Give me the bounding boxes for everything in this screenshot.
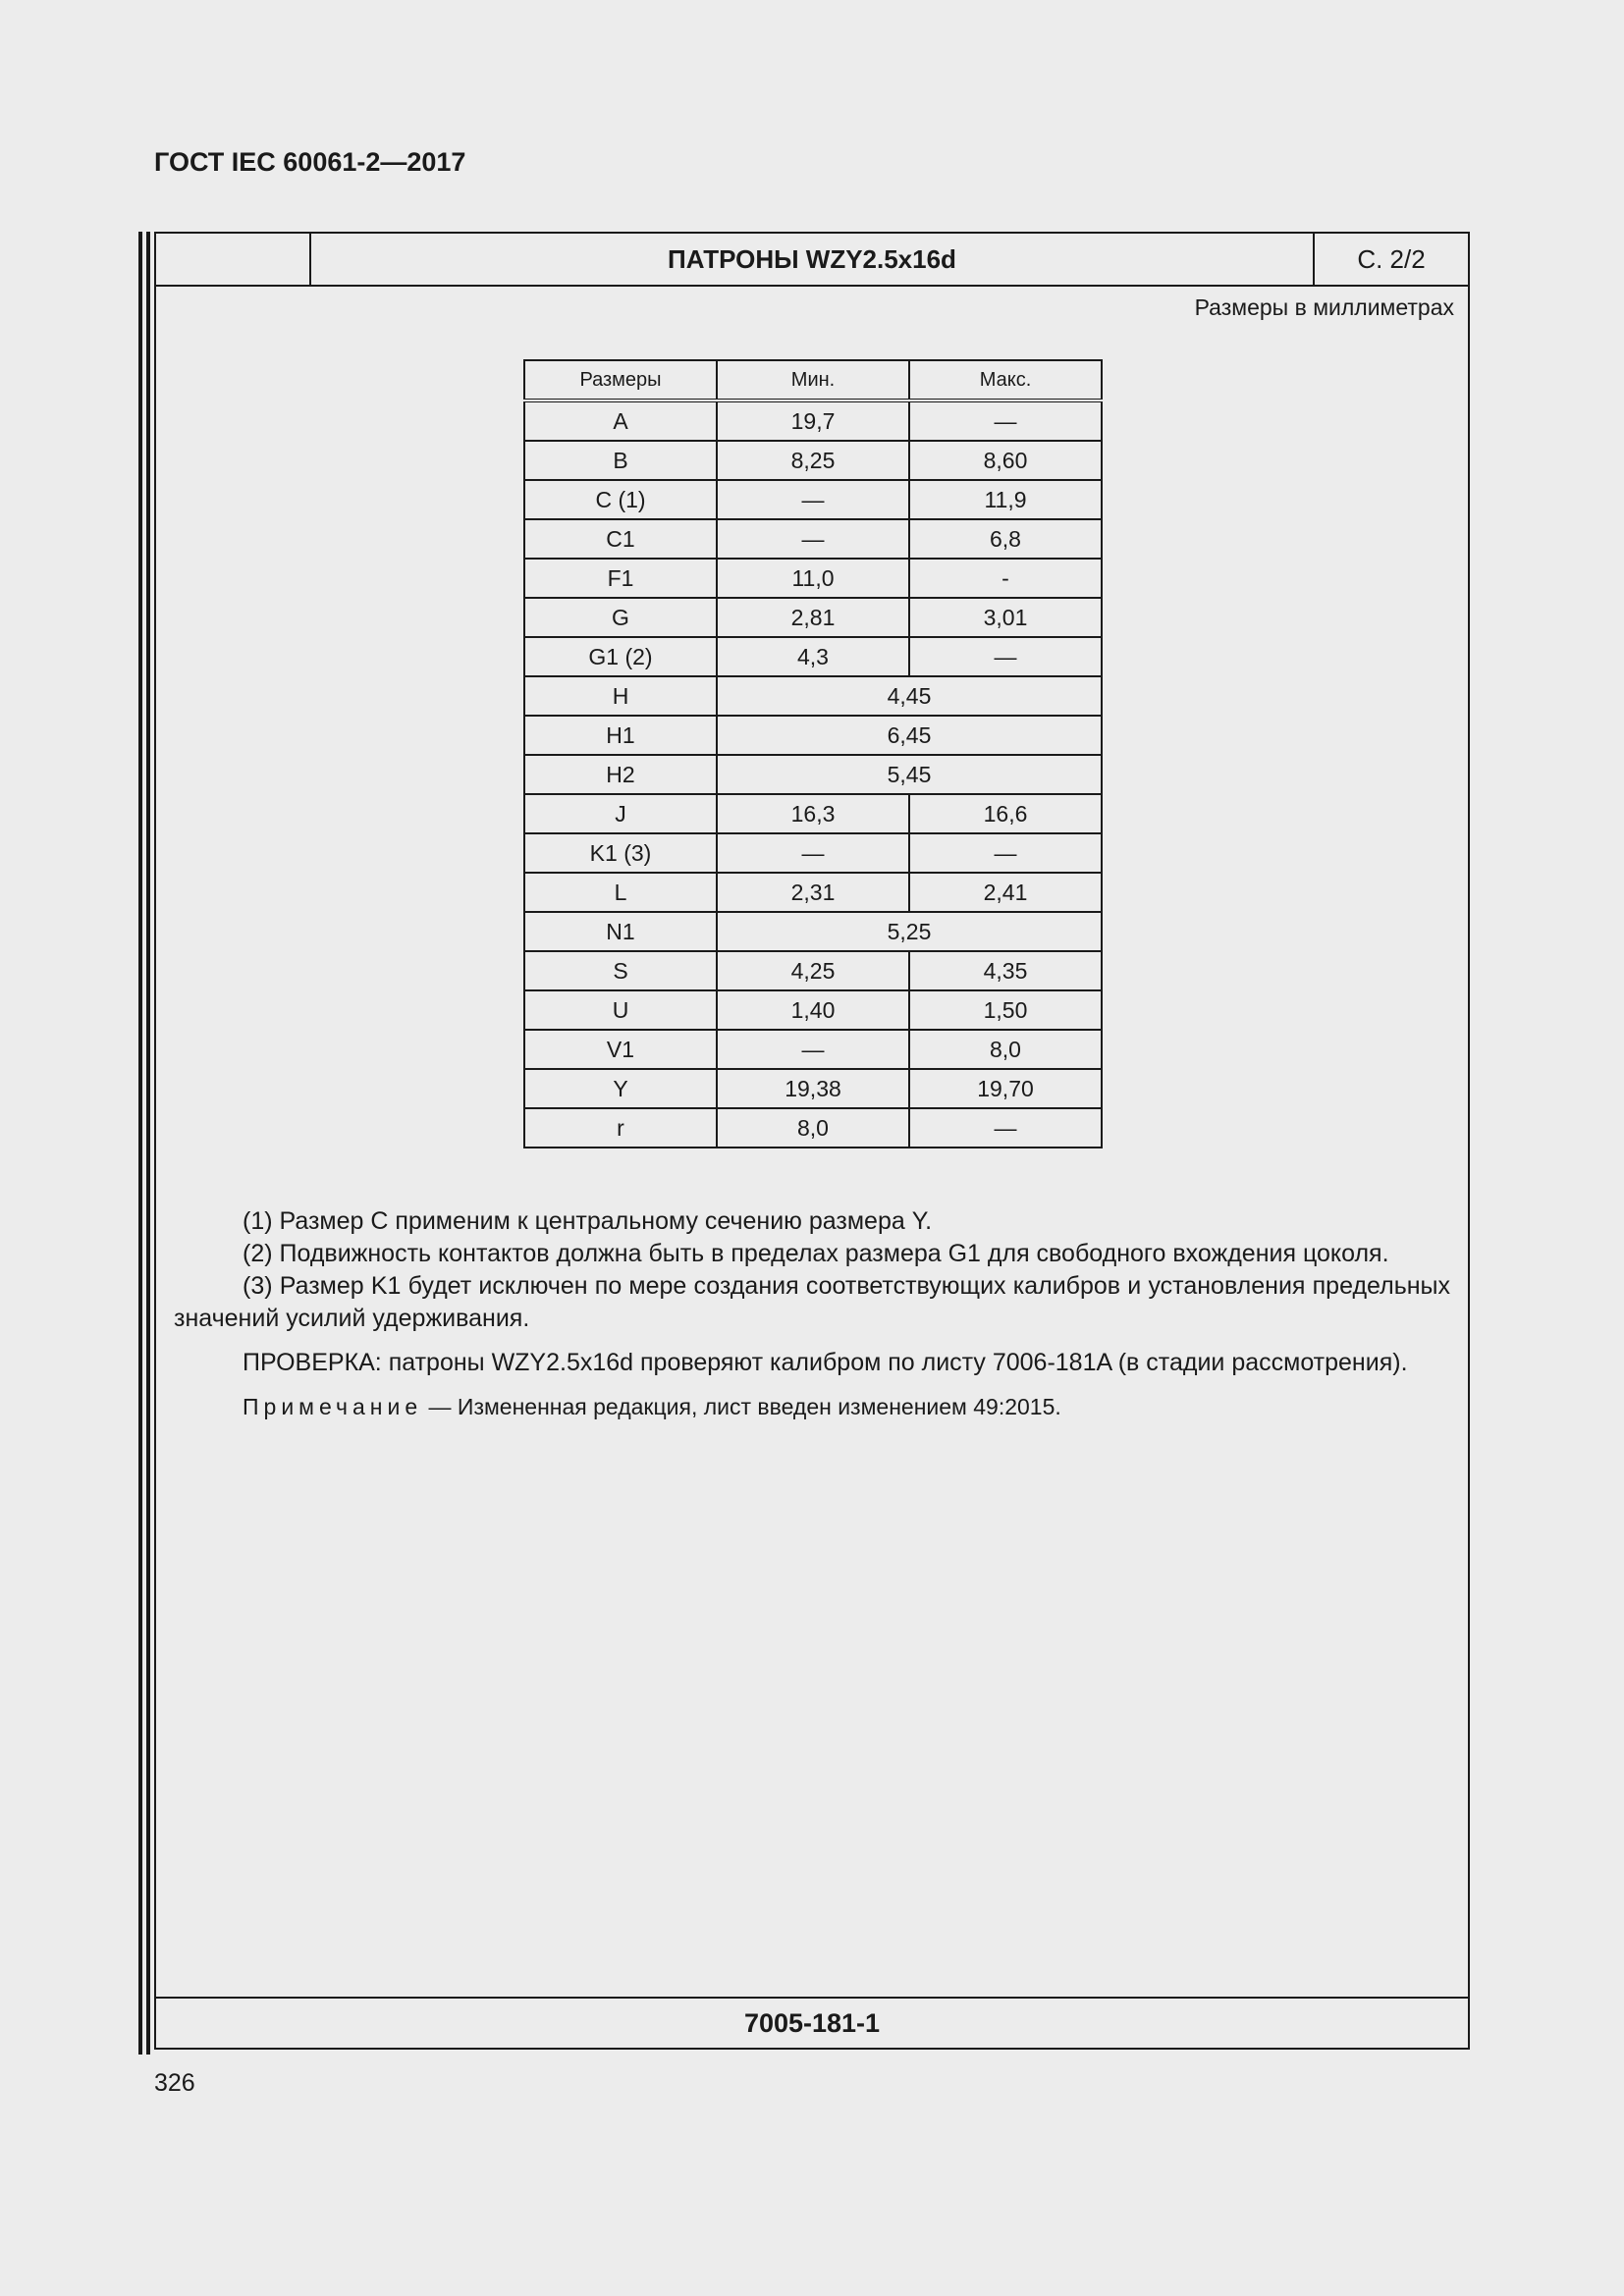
sheet-frame — [154, 232, 1470, 2050]
max-cell: 8,0 — [909, 1030, 1102, 1069]
dimension-cell: C (1) — [524, 480, 717, 519]
units-note: Размеры в миллиметрах — [1194, 294, 1454, 320]
dimension-cell: F1 — [524, 559, 717, 598]
table-row — [524, 519, 1102, 559]
dimension-cell: L — [524, 873, 717, 912]
table-row — [524, 480, 1102, 519]
max-cell: 16,6 — [909, 794, 1102, 833]
dimension-cell: C1 — [524, 519, 717, 559]
max-cell: 3,01 — [909, 598, 1102, 637]
table-row — [524, 951, 1102, 990]
dimension-cell: A — [524, 400, 717, 441]
dimension-cell: H2 — [524, 755, 717, 794]
dimension-cell: Y — [524, 1069, 717, 1108]
max-cell: 2,41 — [909, 873, 1102, 912]
min-cell: — — [717, 519, 909, 559]
dimension-cell: r — [524, 1108, 717, 1148]
dimension-cell: J — [524, 794, 717, 833]
remark-label: Примечание — [243, 1394, 423, 1419]
max-cell: 6,8 — [909, 519, 1102, 559]
dimension-cell: V1 — [524, 1030, 717, 1069]
column-header: Макс. — [909, 360, 1102, 400]
sheet-header — [156, 234, 1468, 287]
dimension-cell: H1 — [524, 716, 717, 755]
min-cell: 16,3 — [717, 794, 909, 833]
footnote-1: (1) Размер С применим к центральному сечению размера Y. — [243, 1207, 933, 1235]
merged-value-cell: 6,45 — [717, 716, 1102, 755]
table-row — [524, 400, 1102, 441]
table-row — [524, 559, 1102, 598]
sheet-title: ПАТРОНЫ WZY2.5x16d — [311, 234, 1315, 285]
min-cell: 11,0 — [717, 559, 909, 598]
table-row — [524, 1069, 1102, 1108]
min-cell: 19,7 — [717, 400, 909, 441]
sheet-number: 7005-181-1 — [156, 1997, 1468, 2048]
min-cell: 19,38 — [717, 1069, 909, 1108]
dimension-cell: U — [524, 990, 717, 1030]
min-cell: 4,25 — [717, 951, 909, 990]
table-row — [524, 598, 1102, 637]
document-code: ГОСТ IEC 60061-2—2017 — [154, 147, 466, 177]
max-cell: — — [909, 833, 1102, 873]
dimension-cell: B — [524, 441, 717, 480]
min-cell: 8,25 — [717, 441, 909, 480]
min-cell: 1,40 — [717, 990, 909, 1030]
table-row — [524, 716, 1102, 755]
binding-line — [138, 232, 142, 2055]
max-cell: 4,35 — [909, 951, 1102, 990]
column-header: Размеры — [524, 360, 717, 400]
remark-text: — Измененная редакция, лист введен изменением 49:2015. — [422, 1394, 1061, 1419]
table-row — [524, 755, 1102, 794]
table-row — [524, 637, 1102, 676]
table-row — [524, 990, 1102, 1030]
max-cell: — — [909, 637, 1102, 676]
table-row — [524, 1030, 1102, 1069]
min-cell: — — [717, 833, 909, 873]
merged-value-cell: 5,45 — [717, 755, 1102, 794]
min-cell: — — [717, 480, 909, 519]
check-paragraph: ПРОВЕРКА: патроны WZY2.5x16d проверяют калибром по листу 7006-181A (в стадии рассмотрения). — [243, 1349, 1408, 1376]
table-row — [524, 833, 1102, 873]
dimension-cell: S — [524, 951, 717, 990]
merged-value-cell: 5,25 — [717, 912, 1102, 951]
remark-paragraph — [174, 1391, 1450, 1423]
min-cell: 8,0 — [717, 1108, 909, 1148]
page-number: 326 — [154, 2069, 195, 2097]
binding-line — [146, 232, 150, 2055]
min-cell: 4,3 — [717, 637, 909, 676]
max-cell: 19,70 — [909, 1069, 1102, 1108]
header-empty-cell — [156, 234, 311, 285]
dimension-cell: G1 (2) — [524, 637, 717, 676]
min-cell: 2,31 — [717, 873, 909, 912]
table-row — [524, 794, 1102, 833]
column-header: Мин. — [717, 360, 909, 400]
table-row — [524, 1108, 1102, 1148]
min-cell: 2,81 — [717, 598, 909, 637]
max-cell: — — [909, 400, 1102, 441]
max-cell: 1,50 — [909, 990, 1102, 1030]
table-row — [524, 873, 1102, 912]
footnote-2: (2) Подвижность контактов должна быть в пределах размера G1 для свободного вхождения цоколя. — [243, 1240, 1389, 1267]
table-row — [524, 676, 1102, 716]
table-row — [524, 912, 1102, 951]
max-cell: - — [909, 559, 1102, 598]
min-cell: — — [717, 1030, 909, 1069]
table-row — [524, 441, 1102, 480]
dimension-cell: G — [524, 598, 717, 637]
max-cell: 11,9 — [909, 480, 1102, 519]
notes-block — [174, 1205, 1450, 1423]
dimension-cell: N1 — [524, 912, 717, 951]
max-cell: 8,60 — [909, 441, 1102, 480]
dimensions-table — [523, 359, 1103, 1148]
dimension-cell: K1 (3) — [524, 833, 717, 873]
sheet-page-indicator: С. 2/2 — [1357, 243, 1426, 274]
dimension-cell: H — [524, 676, 717, 716]
footnote-3: (3) Размер K1 будет исключен по мере создания соответствующих калибров и установления предельных значений усилий удерживания. — [174, 1272, 1450, 1332]
merged-value-cell: 4,45 — [717, 676, 1102, 716]
max-cell: — — [909, 1108, 1102, 1148]
